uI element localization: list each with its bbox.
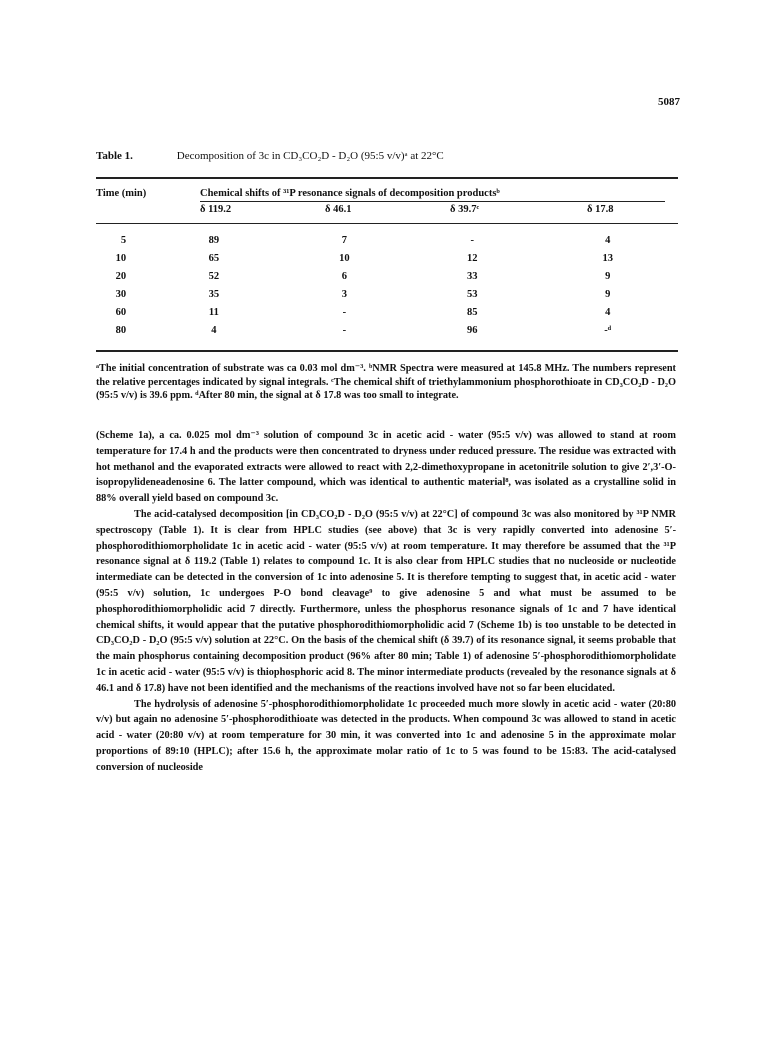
decomposition-table [96, 232, 678, 340]
table-title: Decomposition of 3c in CD₃CO₂D - D₂O (95:5 v/v)ᵃ at 22°C [176, 150, 444, 162]
table-cell: 9 [605, 271, 611, 282]
paragraph: The acid-catalysed decomposition [in CD₃CO₂D - D₂O (95:5 v/v) at 22°C] of compound 3c was also monitored by ³¹P NMR spectroscopy (Table 1). It is clear from HPLC studies (see above) that 3c is very rapidly converted into adenosine 5′-phosphorodithiomorpholidate 1c in acetic acid - water (95:5 v/v) at room temperature. It may therefore be assumed that the ³¹P resonance signal at δ 119.2 (Table 1) relates to compound 1c. It is also clear from HPLC studies that no nucleoside or nucleotide intermediate can be detected in the conversion of 1c into adenosine 5. It is therefore tempting to suggest that, in acetic acid - water (95:5 v/v) solution, 1c undergoes P-O bond cleavage⁹ to give adenosine 5 and what must be assumed to be phosphorodithiomorpholidic acid 7 directly. Furthermore, unless the phosphorus resonance signals of 1c and 7 have identical chemical shifts, it would appear that the putative phosphorodithiomorpholidic acid 7 (Scheme 1b) is too unstable to be detected in CD₃CO₂D - D₂O (95:5 v/v) solution at 22°C. On the basis of the chemical shift (δ 39.7) of its resonance signal, it seems probable that the main phosphorus containing decomposition product (96% after 80 min; Table 1) of adenosine 5′-phosphorodithiomorpholidate 1c in acetic acid - water (95:5 v/v) is thiophosphoric acid 8. The minor intermediate products (revealed by the resonance signals at δ 46.1 and δ 17.8) have not been identified and the mechanisms of the reactions involved have not so far been elucidated. [96, 508, 676, 694]
table-cell: 11 [208, 307, 219, 318]
table-cell: 4 [605, 307, 611, 318]
table-cell: 10 [339, 253, 350, 264]
header-group-underline [200, 201, 665, 202]
table-cell: 30 [115, 289, 127, 300]
table-caption [96, 150, 676, 162]
page-number: 5087 [658, 96, 680, 108]
column-header-shift-4: δ 17.8 [587, 204, 614, 215]
table-cell: 10 [115, 253, 127, 264]
table-row [96, 268, 678, 286]
table-cell: 85 [467, 307, 478, 318]
table-cell: 9 [605, 289, 611, 300]
table-cell: 5 [120, 235, 127, 246]
column-header-shift-3: δ 39.7ᶜ [450, 204, 480, 215]
paragraph: (Scheme 1a), a ca. 0.025 mol dm⁻³ solution of compound 3c in acetic acid - water (95:5 v/v) was allowed to stand at room temperature for 17.4 h and the products were then concentrated to dryness under reduced pressure. The residue was extracted with hot methanol and the evaporated extracts were allowed to react with 2,2-dimethoxypropane in acetonitrile solution to give 2′,3′-O-isopropylideneadenosine 6. The latter compound, which was identical to authentic material⁸, was isolated as a crystalline solid in 88% overall yield based on compound 3c. [96, 430, 676, 505]
table-header-rule [96, 223, 678, 224]
column-header-shift-2: δ 46.1 [325, 204, 352, 215]
table-row [96, 250, 678, 268]
table-cell: 53 [467, 289, 478, 300]
table-cell: 35 [208, 289, 220, 300]
table-cell: - [470, 235, 474, 246]
table-cell: 4 [211, 325, 217, 336]
table-cell: 65 [208, 253, 220, 264]
table-row [96, 286, 678, 304]
table-row [96, 322, 678, 340]
table-label: Table 1. [96, 150, 133, 162]
body-text [96, 428, 676, 776]
column-header-chemical-shifts: Chemical shifts of ³¹P resonance signals of decomposition productsᵇ [200, 188, 500, 199]
column-header-shift-1: δ 119.2 [200, 204, 232, 215]
table-cell: 6 [341, 271, 347, 282]
table-cell: 12 [467, 253, 478, 264]
table-top-rule [96, 177, 678, 179]
column-header-time: Time (min) [96, 188, 147, 199]
table-cell: 7 [341, 235, 347, 246]
table-bottom-rule [96, 350, 678, 352]
table-footnote: ᵃThe initial concentration of substrate was ca 0.03 mol dm⁻³. ᵇNMR Spectra were measured at 145.8 MHz. The numbers represent the relative percentages indicated by signal integrals. ᶜThe chemical shift of triethylammonium phosphorothioate in CD₃CO₂D - D₂O (95:5 v/v) is 39.6 ppm. ᵈAfter 80 min, the signal at δ 17.8 was too small to integrate. [96, 363, 676, 401]
paragraph: The hydrolysis of adenosine 5′-phosphorodithiomorpholidate 1c proceeded much more slowly in acetic acid - water (20:80 v/v) but again no adenosine 5′-phosphorodithioate was detected in the products. When compound 3c was allowed to stand in acetic acid - water (20:80 v/v) at room temperature for 30 min, it was converted into 1c and adenosine 5 in the approximate molar proportions of 89:10 (HPLC); after 15.6 h, the approximate molar ratio of 1c to 5 was found to be 15:83. The acid-catalysed conversion of nucleoside [96, 698, 676, 773]
table-cell: 60 [115, 307, 127, 318]
table-cell: 3 [341, 289, 347, 300]
table-cell: - [342, 325, 347, 336]
table-cell: -ᵈ [604, 325, 612, 336]
table-cell: 52 [208, 271, 220, 282]
table-row [96, 304, 678, 322]
table-cell: 80 [115, 325, 127, 336]
table-cell: 96 [467, 325, 478, 336]
table-cell: 20 [115, 271, 127, 282]
table-cell: 89 [208, 235, 220, 246]
table-cell: 4 [605, 235, 611, 246]
table-cell: 33 [467, 271, 478, 282]
table-cell: 13 [602, 253, 613, 264]
table-row [96, 232, 678, 250]
table-cell: - [342, 307, 347, 318]
